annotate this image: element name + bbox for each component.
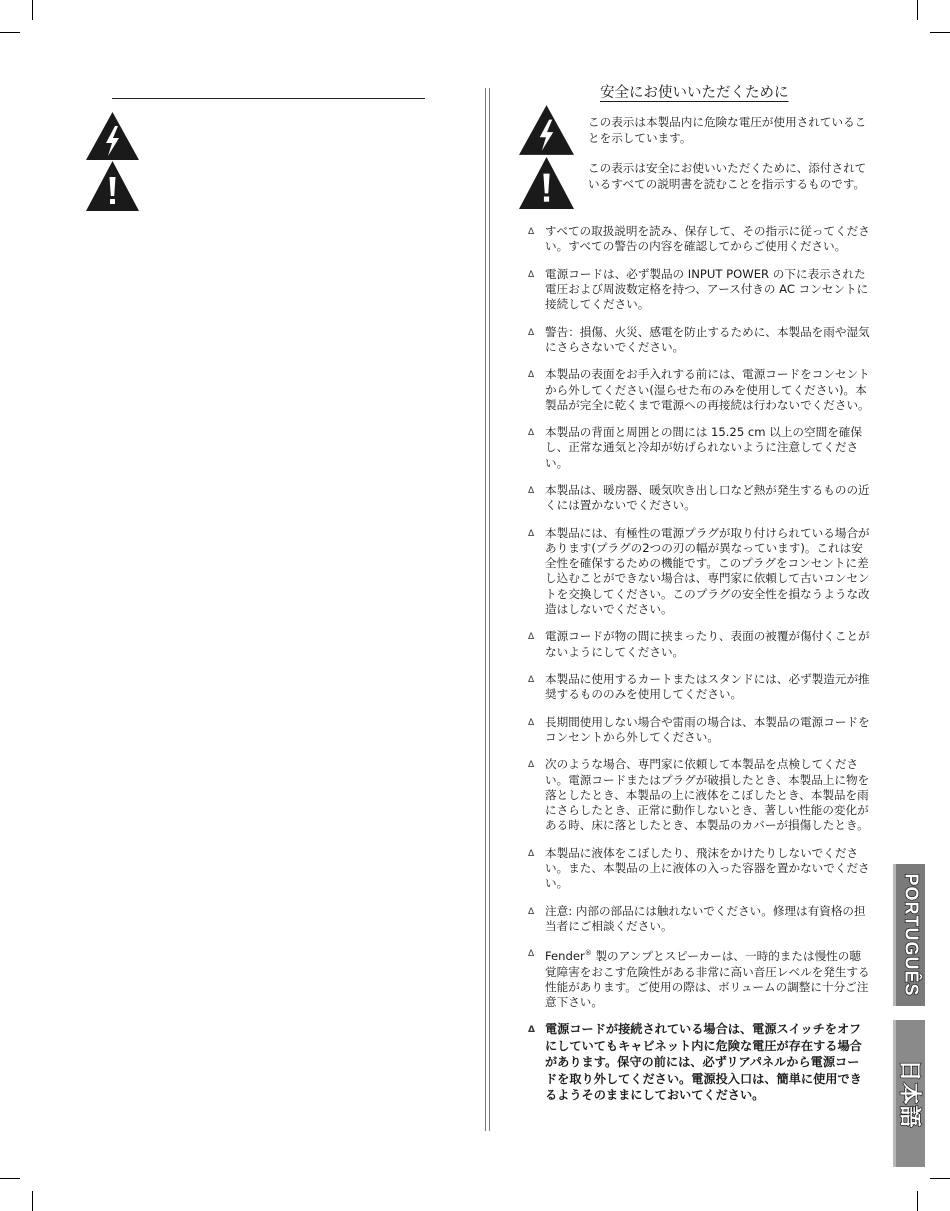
safety-instructions-list	[528, 224, 870, 1104]
registered-mark: ®	[584, 949, 592, 958]
bullet: Δ	[528, 717, 535, 728]
bullet: Δ	[528, 632, 535, 643]
instructions-notice: この表示は安全にお使いいただくために、添付されているすべての説明書を読むことを指示するものです。	[588, 161, 867, 191]
final-warning	[528, 1021, 870, 1104]
bullet: Δ	[528, 327, 535, 338]
page-title: 安全にお使いいただくために	[600, 85, 789, 101]
item-text: 警告：損傷、火災、感電を防止するために、本製品を雨や湿気にさらさないでください。	[545, 324, 870, 354]
item-text: 本製品に液体をこぼしたり、飛沫をかけたりしないでください。また、本製品の上に液体の入った容器を置かないでください。	[545, 845, 870, 891]
tab-portuguese-label: PORTUGUÊS	[901, 873, 921, 997]
list-item	[528, 325, 870, 355]
bullet: Δ	[528, 906, 535, 917]
item-text: 製のアンプとスピーカーは、一時的または慢性の聴覚障害をおこす危険性がある非常に高い音圧レベルを発生する性能があります。ご使用の際は、ボリュームの調整に十分ご注意下さい。	[545, 949, 870, 1009]
tab-japanese[interactable]	[893, 1020, 925, 1167]
list-item	[528, 715, 870, 745]
item-text: 電源コードが物の間に挟まったり、表面の被覆が傷付くことがないようにしてください。	[545, 629, 870, 659]
item-text: 本製品には、有極性の電源プラグが取り付けられている場合があります(プラグの2つの刃の幅が異なっています)。これは安全性を確保するための機能です。このプラグをコンセントに差し込むことができない場合は、専門家に依頼して古いコンセントを交換してください。このプラグの安全性を損なうような改造はしないでください。	[545, 525, 870, 616]
item-text: 電源コードは、必ず製品の INPUT POWER の下に表示された電圧および周波数定格を持つ、アース付きの AC コンセントに接続してください。	[545, 266, 869, 312]
exclamation-warning-icon	[519, 157, 574, 209]
item-text: 本製品は、暖房器、暖気吹き出し口など熱が発生するものの近くには置かないでください。	[545, 483, 870, 513]
lightning-warning-icon	[86, 112, 139, 160]
crop-mark	[32, 0, 33, 20]
item-text: 注意: 内部の部品には触れないでください。修理は有資格の担当者にご相談ください。	[545, 903, 866, 933]
crop-mark	[917, 0, 918, 20]
list-item	[528, 904, 870, 934]
list-item	[528, 224, 870, 254]
list-item	[528, 367, 870, 413]
crop-mark	[930, 1178, 950, 1179]
fender-brand: Fender	[545, 949, 585, 964]
exclamation-warning-icon	[86, 161, 139, 211]
item-text: 次のような場合、専門家に依頼して本製品を点検してください。電源コードまたはプラグが破損したとき、本製品上に物を落としたとき、本製品の上に液体をこぼしたとき、本製品を雨にさらしたとき、正常に動作しないとき、著しい性能の変化がある時、床に落としたとき、本製品のカバーが損傷したとき。	[545, 757, 870, 833]
lightning-warning-icon	[519, 105, 574, 155]
crop-mark	[0, 32, 20, 33]
crop-mark	[917, 1191, 918, 1211]
bullet: Δ	[528, 428, 535, 439]
bullet: Δ	[528, 949, 535, 960]
crop-mark	[32, 1191, 33, 1211]
bullet: Δ	[528, 486, 535, 497]
left-title-rule	[112, 98, 425, 99]
list-item	[528, 672, 870, 702]
tab-portuguese[interactable]	[893, 864, 925, 1006]
tab-japanese-label: 日本語	[897, 1058, 922, 1129]
item-text: 本製品に使用するカートまたはスタンドには、必ず製造元が推奨するもののみを使用してください。	[545, 672, 870, 702]
bullet: Δ	[528, 1025, 535, 1036]
list-item	[528, 267, 870, 313]
item-text: 本製品の表面をお手入れする前には、電源コードをコンセントから外してください(湿らせた布のみを使用してください)。本製品が完全に乾くまで電源への再接続は行わないでください。	[545, 367, 870, 412]
item-text: 電源コードが接続されている場合は、電源スイッチをオフにしていてもキャビネット内に危険な電圧が存在する場合があります。保守の前には、必ずリアパネルから電源コードを取り外してください。電源投入口は、簡単に使用できるようそのままにしておいてください。	[545, 1022, 862, 1103]
list-item	[528, 757, 870, 833]
list-item	[528, 846, 870, 892]
list-item	[528, 425, 870, 471]
item-text: すべての取扱説明を読み、保存して、その指示に従ってください。すべての警告の内容を確認してからご使用ください。	[545, 224, 870, 254]
voltage-notice: この表示は本製品内に危険な電圧が使用されていることを示しています。	[588, 115, 867, 145]
list-item	[528, 483, 870, 513]
crop-mark	[930, 32, 950, 33]
bullet: Δ	[528, 675, 535, 686]
list-item	[528, 946, 870, 1010]
bullet: Δ	[528, 370, 535, 381]
item-text: 本製品の背面と周囲との間には 15.25 cm 以上の空間を確保し、正常な通気と冷却が妨げられないように注意してください。	[545, 425, 862, 470]
column-divider	[485, 88, 490, 1131]
bullet: Δ	[528, 848, 535, 859]
bullet: Δ	[528, 760, 535, 771]
bullet: Δ	[528, 227, 535, 237]
crop-mark	[0, 1178, 20, 1179]
item-text: 長期間使用しない場合や雷雨の場合は、本製品の電源コードをコンセントから外してください。	[545, 714, 870, 744]
list-item	[528, 629, 870, 659]
list-item	[528, 526, 870, 617]
bullet: Δ	[528, 269, 535, 280]
bullet: Δ	[528, 528, 535, 539]
